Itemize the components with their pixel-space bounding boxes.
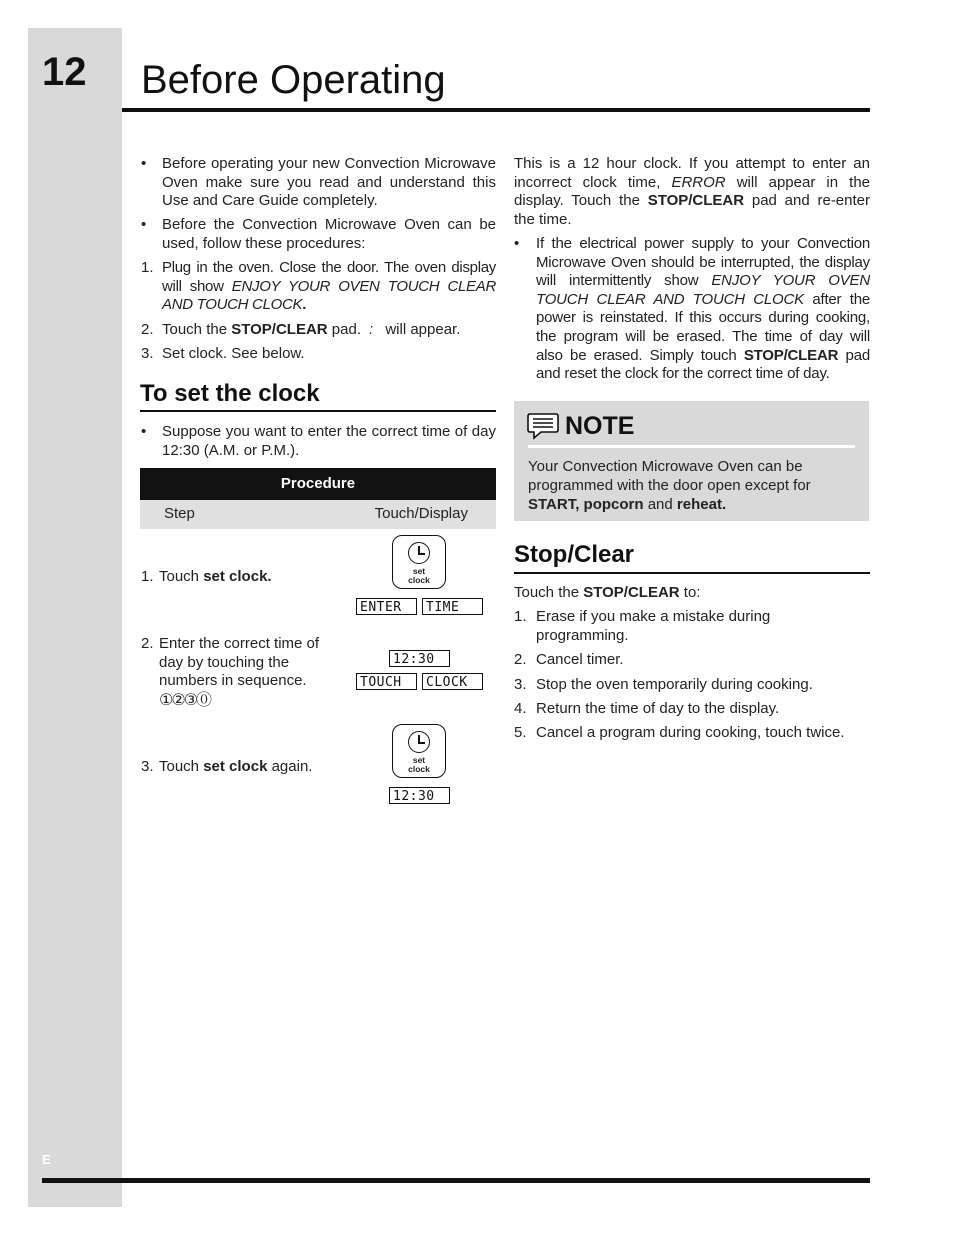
procedure-step-1: 1. Plug in the oven. Close the door. The oven display will show ENJOY YOUR OVEN TOUCH CLEAR AND TOUCH CLOCK. <box>141 259 496 314</box>
page-number: 12 <box>42 50 87 94</box>
stop-clear-item-4: 4. Return the time of day to the display. <box>514 700 780 717</box>
table-row-2-step: 2. Enter the correct time of day by touching the numbers in sequence. ①②③⓪ <box>141 635 320 709</box>
clock-bullet: • Suppose you want to enter the correct time of day 12:30 (A.M. or P.M.). <box>141 423 496 459</box>
number-keys: ①②③⓪ <box>159 689 211 709</box>
stop-clear-heading-rule <box>514 572 870 574</box>
power-interrupt-bullet: • If the electrical power supply to your Convection Microwave Oven should be interrupted, the display will intermittently show ENJOY YOUR OVEN TOUCH CLEAR AND TOUCH CLOCK after the power is reinstated. If this occurs during cooking, the program will be erased. The time of day will also be erased. Simply touch STOP/CLEAR pad and reset the clock for the correct time of day. <box>514 235 871 383</box>
set-clock-pad-again[interactable] <box>392 724 446 778</box>
procedure-step-3: 3. Set clock. See below. <box>141 345 305 362</box>
stop-clear-item-5: 5. Cancel a program during cooking, touch twice. <box>514 724 845 741</box>
note-icon <box>527 412 559 440</box>
note-body: Your Convection Microwave Oven can be programmed with the door open except for START, popcorn and reheat. <box>528 458 811 513</box>
pad-label-clock: clock <box>408 764 430 774</box>
clock-icon <box>408 542 430 564</box>
display-enter: ENTER <box>356 598 417 615</box>
stop-clear-item-2: 2. Cancel timer. <box>514 651 624 668</box>
display-1230: 12:30 <box>389 650 450 667</box>
procedure-step-2: 2. Touch the STOP/CLEAR pad. : will appear. <box>141 321 461 338</box>
language-mark: E <box>42 1152 51 1167</box>
note-title: NOTE <box>565 412 635 440</box>
page-title: Before Operating <box>141 58 446 102</box>
intro-bullet-2: • Before the Convection Microwave Oven can be used, follow these procedures: <box>141 216 496 252</box>
pad-label-clock: clock <box>408 575 430 585</box>
clock-icon <box>408 731 430 753</box>
display-touch: TOUCH <box>356 673 417 690</box>
column-touch-display: Touch/Display <box>374 505 468 522</box>
pad-label-set: set <box>412 755 426 765</box>
pad-label-set: set <box>412 566 426 576</box>
page-sidebar <box>28 28 122 1207</box>
stop-clear-heading: Stop/Clear <box>514 541 635 568</box>
note-rule <box>528 445 855 448</box>
table-row-3-step: 3. Touch set clock again. <box>141 758 313 775</box>
stop-clear-intro: Touch the STOP/CLEAR to: <box>514 584 701 601</box>
note-box <box>514 401 869 521</box>
intro-bullet-1: • Before operating your new Convection Microwave Oven make sure you read and understand this Use and Care Guide completely. <box>141 155 496 210</box>
header-rule <box>122 108 870 112</box>
stop-clear-item-1: 1. Erase if you make a mistake during programming. <box>514 608 771 644</box>
footer-rule <box>42 1178 870 1183</box>
procedure-table-subheader <box>140 500 496 529</box>
clock-heading-rule <box>140 410 496 412</box>
column-step: Step <box>164 505 195 522</box>
stop-clear-item-3: 3. Stop the oven temporarily during cooking. <box>514 676 813 693</box>
display-1230-final: 12:30 <box>389 787 450 804</box>
procedure-table-header: Procedure <box>140 468 496 500</box>
table-row-1-step: 1. Touch set clock. <box>141 568 272 585</box>
clock-heading: To set the clock <box>140 380 320 407</box>
set-clock-pad[interactable] <box>392 535 446 589</box>
display-time: TIME <box>422 598 483 615</box>
clock-error-paragraph: This is a 12 hour clock. If you attempt to enter an incorrect clock time, ERROR will appear in the display. Touch the STOP/CLEAR pad and re-enter the time. <box>514 155 871 228</box>
display-clock: CLOCK <box>422 673 483 690</box>
